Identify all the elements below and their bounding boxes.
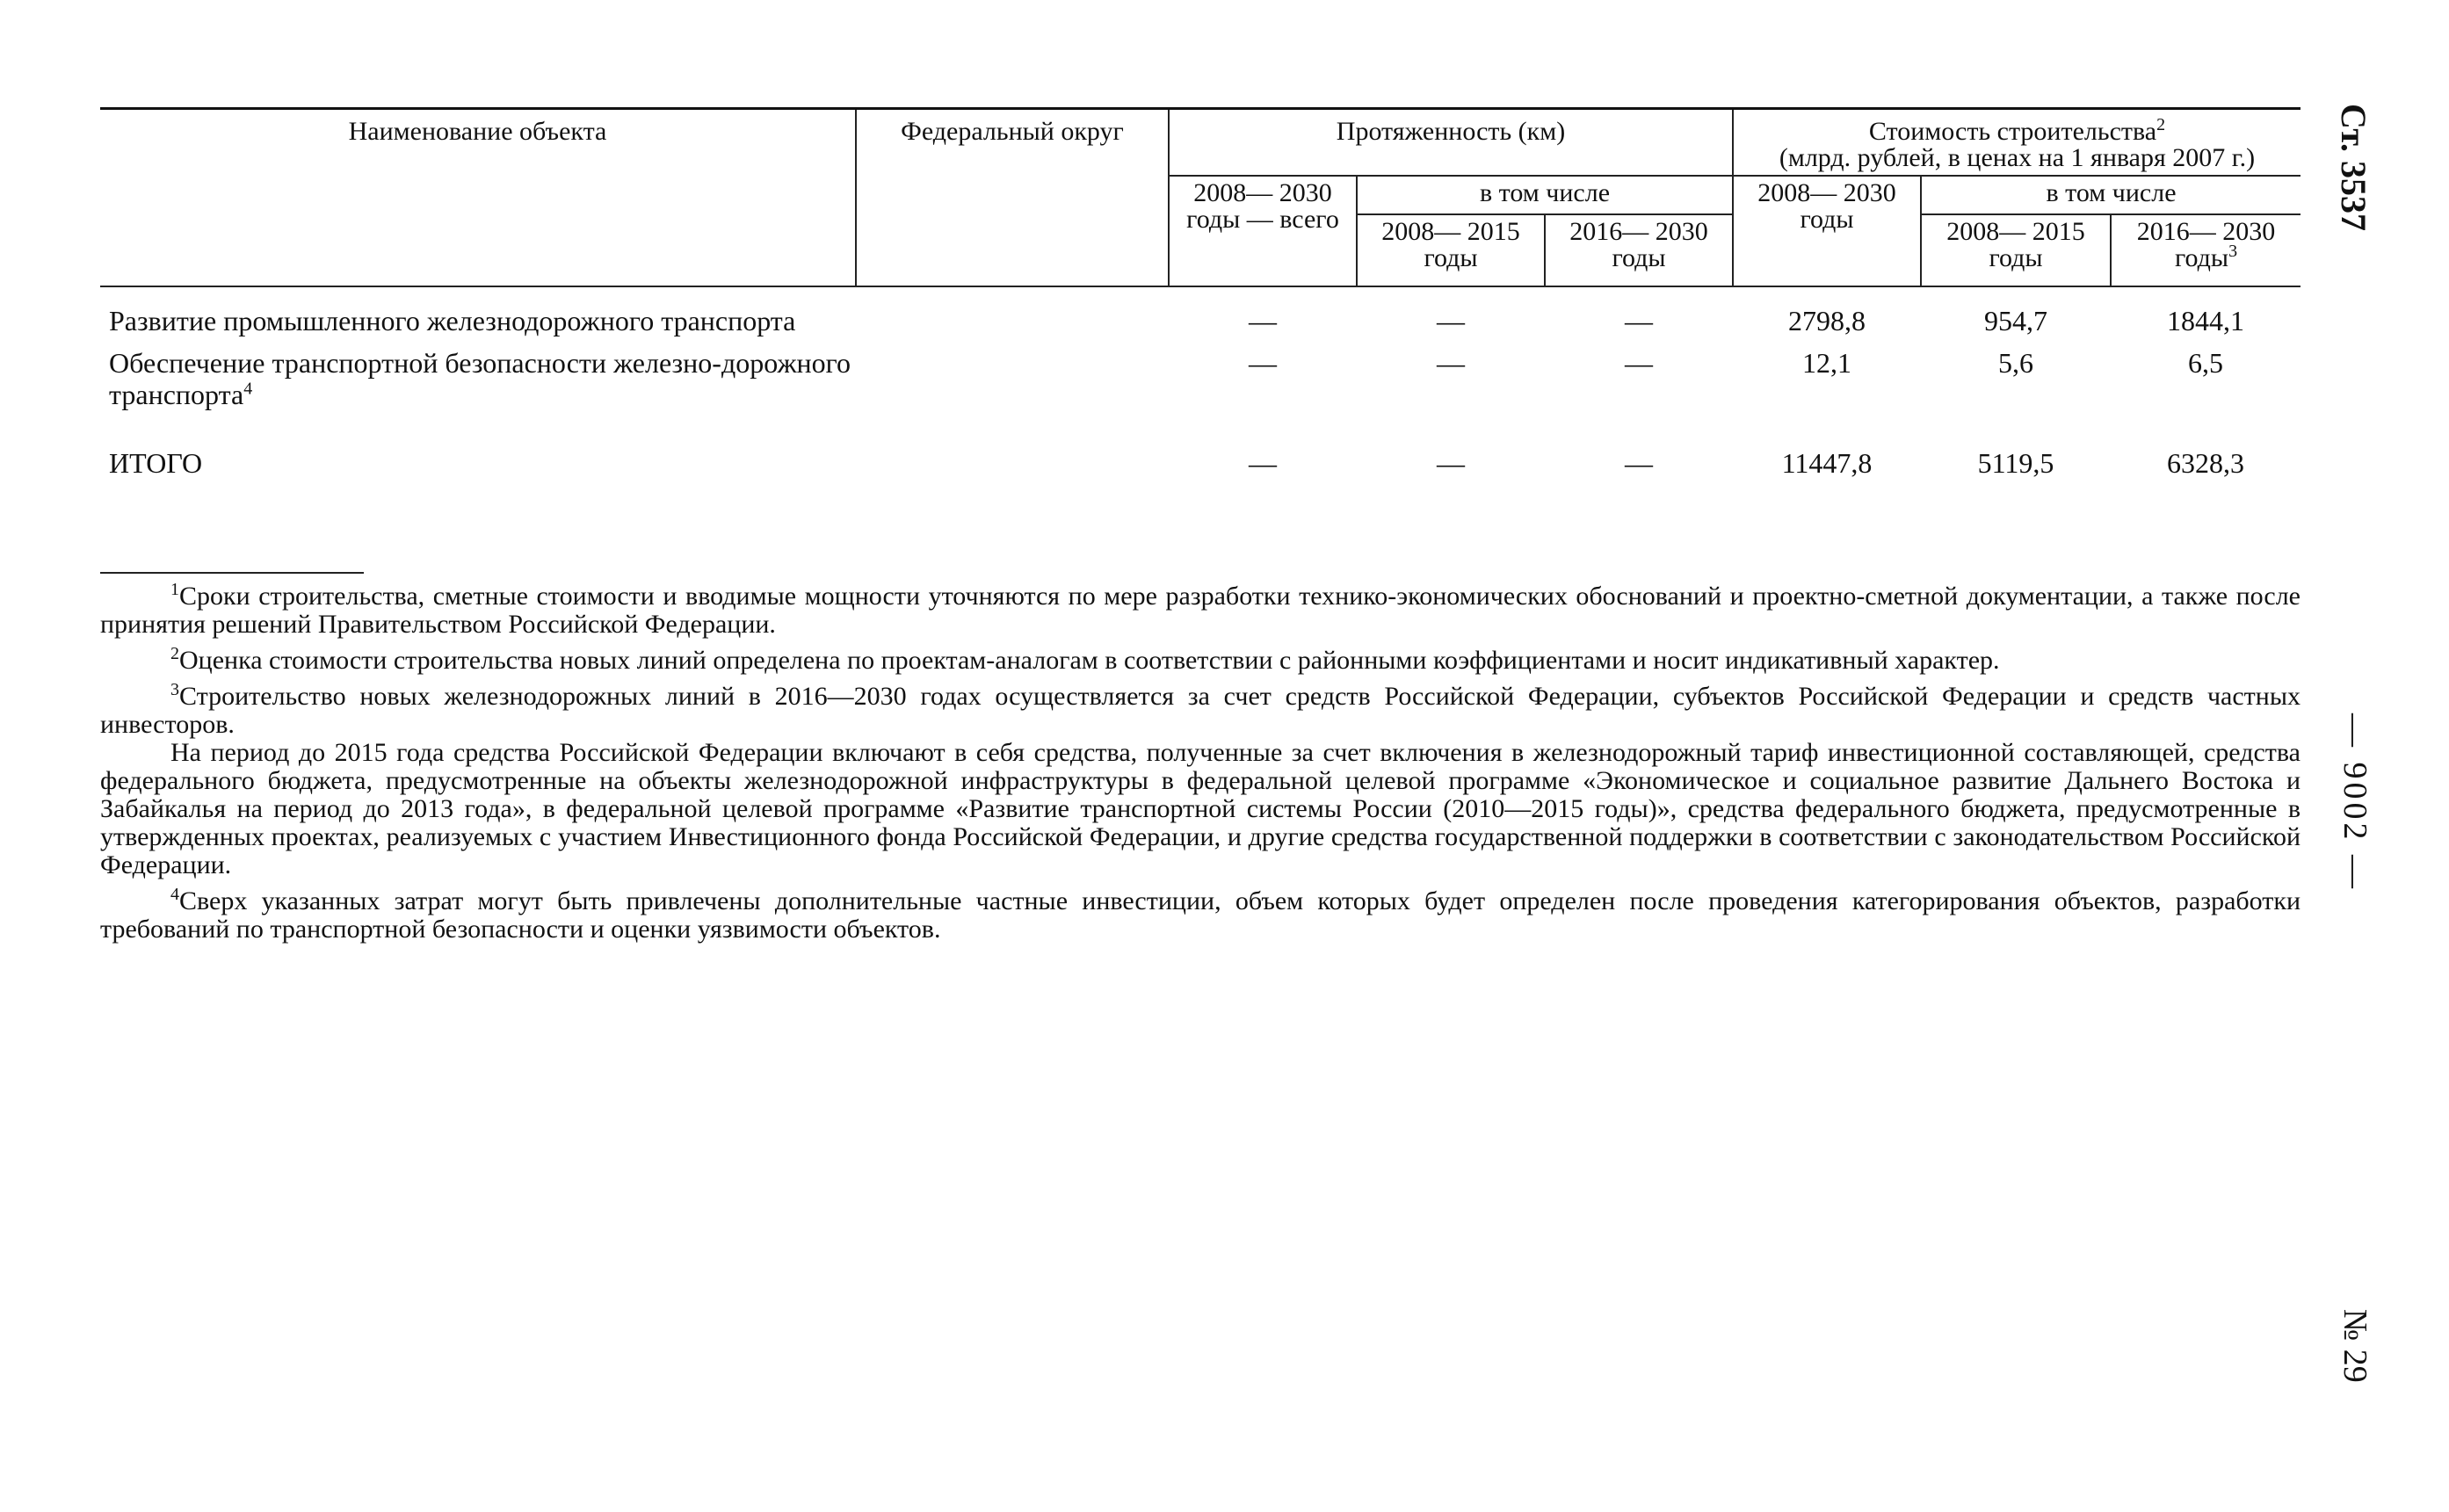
header-object-name: Наименование объекта <box>100 109 856 287</box>
object-name: Обеспечение транспортной безопасности железно-дорожного транспорта <box>109 347 851 410</box>
header-cost-2016-2030-label: 2016— 2030 годы <box>2136 217 2276 272</box>
cost-2008-2015-cell: 5119,5 <box>1977 447 2054 479</box>
footnote-ref-2: 2 <box>2156 115 2166 134</box>
cost-total-cell: 2798,8 <box>1788 305 1866 336</box>
header-length-total: 2008— 2030 годы — всего <box>1169 176 1357 286</box>
footnote-3 <box>100 680 2300 739</box>
page-number: Ст. 3537 <box>2334 104 2373 231</box>
cost-2016-2030-cell: 6,5 <box>2188 347 2224 379</box>
header-construction-cost <box>1733 109 2300 177</box>
length-2008-2015-cell: — <box>1437 447 1465 479</box>
header-length: Протяженность (км) <box>1169 109 1733 177</box>
district-cell <box>856 286 1169 336</box>
cost-2008-2015-cell: 5,6 <box>1998 347 2034 379</box>
length-total-cell: — <box>1249 447 1277 479</box>
footnote-mark: 4 <box>170 885 179 904</box>
table-row-total <box>100 410 2300 479</box>
table-header <box>100 109 2300 287</box>
table-row <box>100 336 2300 410</box>
footnote-mark: 1 <box>170 580 179 599</box>
header-length-including: в том числе <box>1357 176 1733 214</box>
footnote-text: Сроки строительства, сметные стоимости и вводимые мощности уточняются по мере разработки технико-экономических обоснований и проектно-сметной документации, а также после принятия решений Правительством Российской Федерации. <box>100 582 2300 639</box>
footnote-text: Сверх указанных затрат могут быть привлечены дополнительные частные инвестиции, объем которых будет определен после проведения категорирования объектов, разработки требований по транспортной безопасности и оценки уязвимости объектов. <box>100 886 2300 944</box>
object-name-cell <box>100 286 856 336</box>
object-name-cell <box>100 410 856 479</box>
header-cost-total: 2008— 2030 годы <box>1733 176 1921 286</box>
header-federal-district: Федеральный округ <box>856 109 1169 287</box>
table-row <box>100 286 2300 336</box>
header-cost-2008-2015: 2008— 2015 годы <box>1921 214 2111 286</box>
header-length-2008-2015: 2008— 2015 годы <box>1357 214 1545 286</box>
footnote-text: Оценка стоимости строительства новых линий определена по проектам-аналогам в соответствии с районными коэффициентами и носит индикативный характер. <box>179 646 2000 675</box>
cost-total-cell: 12,1 <box>1802 347 1852 379</box>
investment-table <box>100 107 2300 479</box>
header-cost-2016-2030 <box>2111 214 2300 286</box>
header-cost-title: Стоимость строительства <box>1868 117 2157 146</box>
header-cost-including: в том числе <box>1921 176 2300 214</box>
document-number: — 9002 — <box>2337 713 2373 892</box>
header-length-2016-2030: 2016— 2030 годы <box>1545 214 1733 286</box>
district-cell <box>856 336 1169 410</box>
footnote-text: На период до 2015 года средства Российской Федерации включают в себя средства, полученные за счет включения в железнодорожный тариф инвестиционной составляющей, средства федерального бюджета, предусмотренные на объекты железнодорожной инфраструктуры в федеральной целевой программе «Экономическое и социальное развитие Дальнего Востока и Забайкалья на период до 2013 года», в федеральной целевой программе «Развитие транспортной системы России (2010—2015 годы)», средства федерального бюджета, предусмотренные в утвержденных проектах, реализуемых с участием Инвестиционного фонда Российской Федерации, и другие средства государственной поддержки в соответствии с законодательством Российской Федерации. <box>100 738 2300 879</box>
district-cell <box>856 410 1169 479</box>
length-2008-2015-cell: — <box>1437 305 1465 336</box>
footnote-2 <box>100 644 2300 675</box>
total-label: ИТОГО <box>109 447 203 479</box>
footnotes <box>100 582 2300 951</box>
footnote-ref-3: 3 <box>2228 242 2238 261</box>
object-name: Развитие промышленного железнодорожного транспорта <box>109 305 796 336</box>
footnote-text: Строительство новых железнодорожных линий в 2016—2030 годах осуществляется за счет средств Российской Федерации, субъектов Российской Федерации и средств частных инвесторов. <box>100 682 2300 739</box>
length-2016-2030-cell: — <box>1625 305 1653 336</box>
cost-total-cell: 11447,8 <box>1781 447 1873 479</box>
cost-2008-2015-cell: 954,7 <box>1984 305 2048 336</box>
footnote-1 <box>100 582 2300 639</box>
footnote-mark: 2 <box>170 644 179 663</box>
length-total-cell: — <box>1249 305 1277 336</box>
footnote-3-continuation <box>100 739 2300 879</box>
footnote-4 <box>100 887 2300 944</box>
footnote-ref-4: 4 <box>243 379 253 399</box>
length-2008-2015-cell: — <box>1437 347 1465 379</box>
footnote-mark: 3 <box>170 680 179 699</box>
length-2016-2030-cell: — <box>1625 447 1653 479</box>
cost-2016-2030-cell: 1844,1 <box>2167 305 2245 336</box>
cost-2016-2030-cell: 6328,3 <box>2167 447 2245 479</box>
issue-number: № 29 <box>2337 1309 2373 1383</box>
footnote-divider <box>100 572 364 574</box>
length-2016-2030-cell: — <box>1625 347 1653 379</box>
header-cost-units: (млрд. рублей, в ценах на 1 января 2007 г.) <box>1779 143 2256 172</box>
object-name-cell <box>100 336 856 410</box>
length-total-cell: — <box>1249 347 1277 379</box>
table-body <box>100 286 2300 479</box>
